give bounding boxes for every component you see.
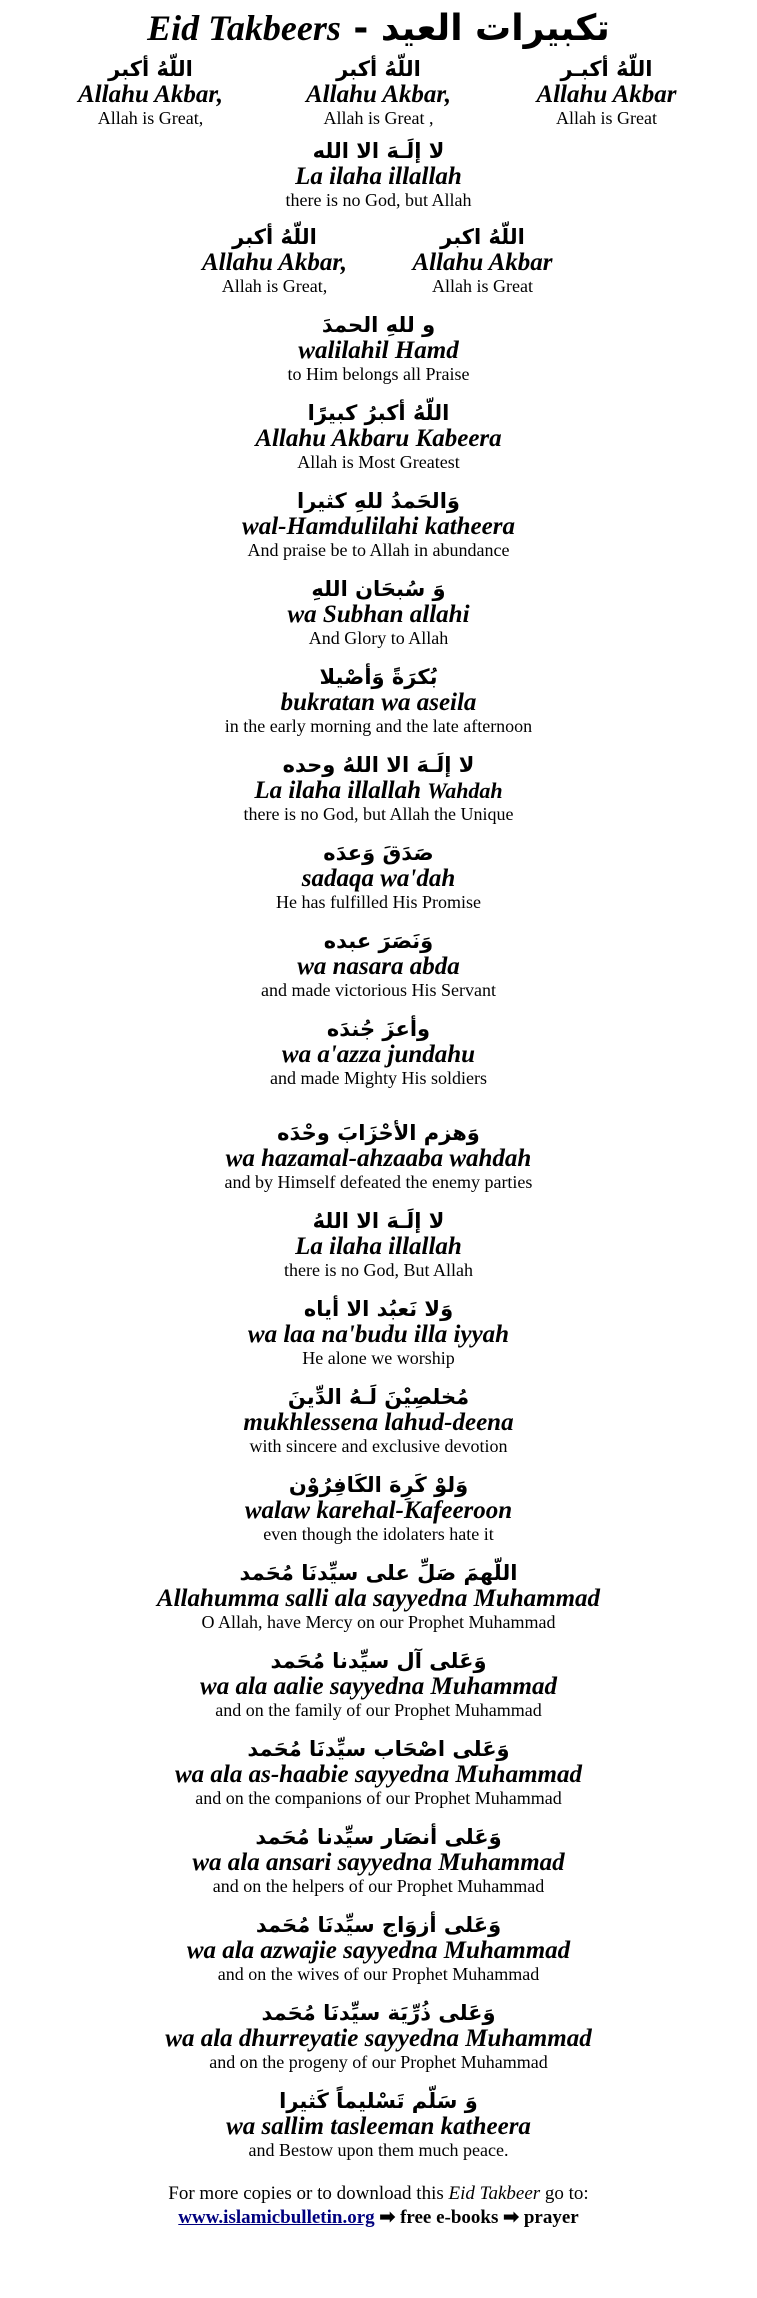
english-line: with sincere and exclusive devotion <box>249 1436 508 1456</box>
english-line: Allah is Great <box>432 276 533 296</box>
transliteration-line: wa nasara abda <box>297 953 460 980</box>
transliteration-line: Allahu Akbar, <box>78 81 223 108</box>
transliteration-line: sadaqa wa'dah <box>301 865 456 892</box>
arabic-line: لا إلَـهَ الا اللهُ <box>312 1209 445 1233</box>
footer-ebooks: free e-books <box>400 2207 499 2228</box>
english-line: even though the idolaters hate it <box>263 1524 494 1544</box>
arabic-line: وَلا نَعبُد الا أياه <box>303 1297 454 1321</box>
intro-triplet <box>0 56 757 128</box>
arabic-line: بُكرَةً وَأصْيلا <box>319 665 438 689</box>
arabic-line: وَعَلى ذُرِّيَة سيِّدنَا مُحَمد <box>261 2001 496 2025</box>
transliteration-line: wa ala as-haabie sayyedna Muhammad <box>175 1761 582 1788</box>
english-line: and Bestow upon them much peace. <box>248 2140 509 2160</box>
website-link[interactable]: www.islamicbulletin.org <box>178 2207 375 2228</box>
takbeer-block <box>0 656 757 744</box>
footer-prefix: For more copies or to download this <box>168 2183 449 2204</box>
english-line: to Him belongs all Praise <box>287 364 470 384</box>
transliteration-line: wa Subhan allahi <box>287 601 470 628</box>
takbeer-block <box>0 1640 757 1728</box>
arabic-line: صَدَقَ وَعدَه <box>323 841 434 865</box>
english-line: and on the wives of our Prophet Muhammad <box>217 1964 540 1984</box>
transliteration-line: La ilaha illallah <box>295 1233 462 1260</box>
transliteration-line: wa ala aalie sayyedna Muhammad <box>200 1673 557 1700</box>
transliteration-line: Allahumma salli ala sayyedna Muhammad <box>156 1585 601 1612</box>
intro-item <box>56 56 246 128</box>
takbeer-pair <box>0 218 757 304</box>
english-line: Allah is Great, <box>97 108 204 128</box>
takbeer-block <box>0 1288 757 1376</box>
english-line: and by Himself defeated the enemy parties <box>224 1172 533 1192</box>
footer-prayer: prayer <box>523 2207 579 2228</box>
transliteration-line: wa hazamal-ahzaaba wahdah <box>225 1145 532 1172</box>
arabic-line: وَلوْ كَرِهَ الكَافِرُوْن <box>288 1473 469 1497</box>
english-line: O Allah, have Mercy on our Prophet Muhammad <box>201 1612 556 1632</box>
arabic-line: اللّهُ اكبر <box>440 225 525 249</box>
transliteration-line: wal-Hamdulilahi katheera <box>242 513 515 540</box>
english-line: and on the helpers of our Prophet Muhammad <box>212 1876 545 1896</box>
english-line: He has fulfilled His Promise <box>276 892 481 912</box>
pair-item <box>185 224 365 304</box>
arabic-line: وَهزم الأحْزَابَ وحْدَه <box>277 1121 480 1145</box>
english-line: there is no God, But Allah <box>284 1260 473 1280</box>
footer-download-line <box>0 2182 757 2206</box>
transliteration-main: La ilaha illallah <box>254 777 422 804</box>
takbeer-block <box>0 744 757 832</box>
takbeer-block <box>0 304 757 392</box>
arabic-line: اللّهمَ صَلِّ على سيِّدنَا مُحَمد <box>239 1561 518 1585</box>
transliteration-line: wa ala dhurreyatie sayyedna Muhammad <box>165 2025 592 2052</box>
english-line: there is no God, but Allah the Unique <box>243 804 514 824</box>
arabic-line: وَ سُبحَان اللهِ <box>311 577 446 601</box>
arabic-line: وَالحَمدُ للهِ كثيرا <box>297 489 460 513</box>
title-separator: - <box>340 8 381 49</box>
transliteration-line: walaw karehal-Kafeeroon <box>244 1497 513 1524</box>
transliteration-line: wa a'azza jundahu <box>281 1041 476 1068</box>
english-line: Allah is Great <box>556 108 657 128</box>
english-line: Allah is Great , <box>323 108 434 128</box>
page-title <box>0 6 757 50</box>
footer-suffix: go to: <box>540 2183 589 2204</box>
title-latin: Eid Takbeers <box>147 8 341 48</box>
takbeer-block <box>0 1376 757 1464</box>
takbeer-block <box>0 1992 757 2080</box>
takbeer-block <box>0 832 757 920</box>
intro-item <box>512 56 702 128</box>
takbeer-block <box>0 1904 757 1992</box>
arabic-line: وَعَلى اصْحَاب سيِّدنَا مُحَمد <box>247 1737 510 1761</box>
takbeer-block <box>0 392 757 480</box>
transliteration-line: wa sallim tasleeman katheera <box>226 2113 531 2140</box>
arabic-line: وَعَلى أنصَار سيِّدنا مُحَمد <box>255 1825 502 1849</box>
arabic-line: وأعزَ جُندَه <box>326 1017 431 1041</box>
english-line: He alone we worship <box>302 1348 455 1368</box>
pair-item <box>393 224 573 304</box>
english-line: and on the companions of our Prophet Muhammad <box>195 1788 562 1808</box>
takbeer-block <box>0 480 757 568</box>
english-line: in the early morning and the late afternoon <box>224 716 533 736</box>
english-line: and on the progeny of our Prophet Muhammad <box>209 2052 548 2072</box>
arabic-line: اللّهُ أكبـر <box>560 57 653 81</box>
transliteration-suffix: Wahdah <box>427 778 503 803</box>
english-line: and made Mighty His soldiers <box>270 1068 487 1088</box>
arabic-line: وَ سَلّم تَسْليماً كَثيرا <box>279 2089 478 2113</box>
transliteration-line: Allahu Akbaru Kabeera <box>255 425 502 452</box>
arabic-line: وَنَصَرَ عبده <box>323 929 434 953</box>
takbeer-block <box>0 1008 757 1096</box>
arrow-right-icon: ➡ <box>498 2207 524 2228</box>
footer <box>0 2182 757 2230</box>
arrow-right-icon: ➡ <box>374 2207 401 2228</box>
arabic-line: اللّهُ أكبر <box>336 57 421 81</box>
footer-em: Eid Takbeer <box>448 2183 541 2204</box>
arabic-line: وَعَلى آل سيِّدنا مُحَمد <box>270 1649 487 1673</box>
transliteration-line: mukhlessena lahud-deena <box>243 1409 514 1436</box>
transliteration-line: walilahil Hamd <box>298 337 459 364</box>
takbeer-block <box>0 920 757 1008</box>
english-line: Allah is Great, <box>221 276 328 296</box>
transliteration-line: Allahu Akbar <box>412 249 553 276</box>
transliteration-line: Allahu Akbar, <box>202 249 347 276</box>
english-line: and on the family of our Prophet Muhammad <box>215 1700 542 1720</box>
english-line: And praise be to Allah in abundance <box>247 540 510 560</box>
english-line: there is no God, but Allah <box>285 190 472 210</box>
title-arabic: تكبيرات العيد <box>380 8 610 49</box>
takbeer-block <box>0 568 757 656</box>
takbeer-block <box>0 1552 757 1640</box>
transliteration-line: La ilaha illallah <box>295 163 462 190</box>
arabic-line: و للهِ الحمدَ <box>321 313 436 337</box>
takbeer-block <box>0 1200 757 1288</box>
transliteration-line: Allahu Akbar, <box>306 81 451 108</box>
arabic-line: اللّهُ أكبرُ كبيرًا <box>307 401 450 425</box>
takbeer-block <box>0 1096 757 1200</box>
arabic-line: وَعَلى أزوَاج سيِّدنَا مُحَمد <box>255 1913 502 1937</box>
transliteration-line: wa laa na'budu illa iyyah <box>247 1321 510 1348</box>
english-line: Allah is Most Greatest <box>297 452 460 472</box>
transliteration-line: wa ala ansari sayyedna Muhammad <box>192 1849 565 1876</box>
arabic-line: اللّهُ أكبر <box>232 225 317 249</box>
transliteration-line: bukratan wa aseila <box>280 689 477 716</box>
arabic-line: لا إلَـهَ الا الله <box>312 139 445 163</box>
takbeer-block <box>0 1464 757 1552</box>
arabic-line: مُخلصِيْنَ لَـهُ الدِّينَ <box>287 1385 470 1409</box>
intro-item <box>284 56 474 128</box>
arabic-line: اللّهُ أكبر <box>108 57 193 81</box>
english-line: and made victorious His Servant <box>261 980 496 1000</box>
footer-link-line <box>0 2206 757 2230</box>
takbeer-block <box>0 1816 757 1904</box>
arabic-line: لا إلَـهَ الا اللهُ وحده <box>282 753 475 777</box>
transliteration-line <box>0 778 757 804</box>
takbeer-block <box>0 2080 757 2168</box>
transliteration-line: Allahu Akbar <box>536 81 677 108</box>
takbeer-block <box>0 132 757 218</box>
english-line: And Glory to Allah <box>308 628 449 648</box>
takbeer-block <box>0 1728 757 1816</box>
transliteration-line: wa ala azwajie sayyedna Muhammad <box>186 1937 571 1964</box>
